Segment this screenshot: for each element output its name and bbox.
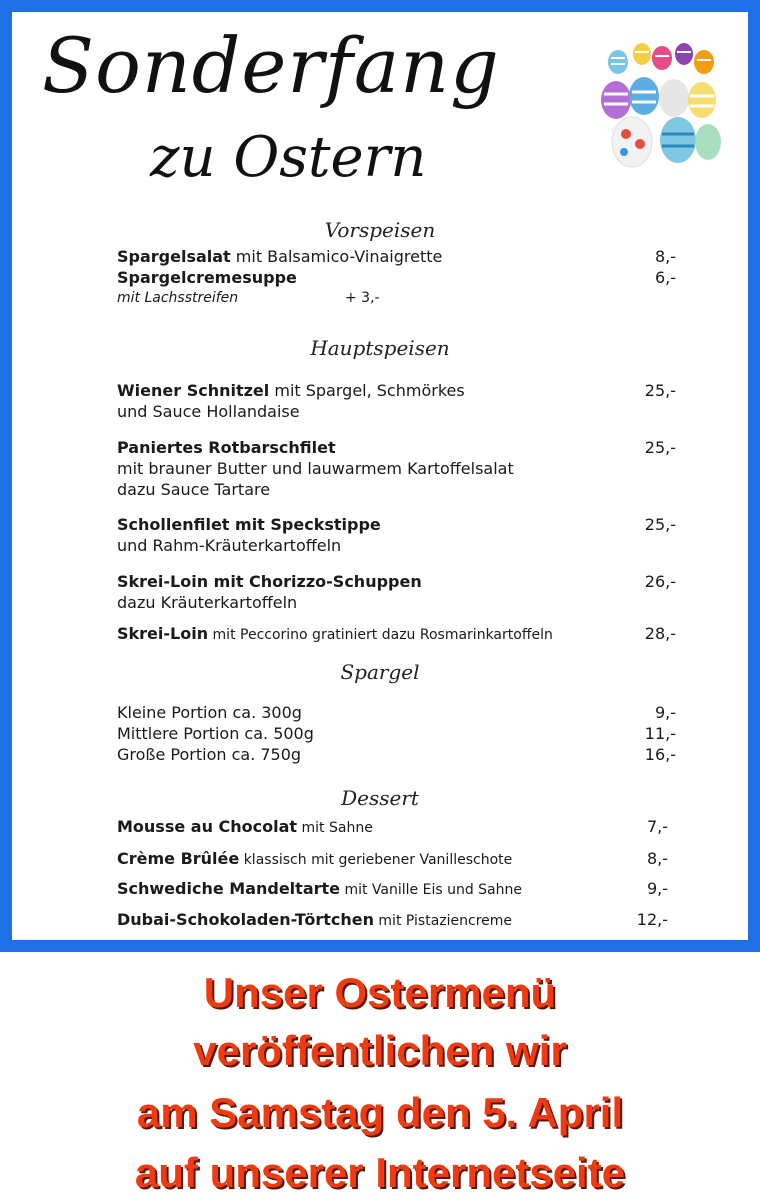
item-price: 8,-	[646, 849, 668, 868]
item-name: Dubai-Schokoladen-Törtchen	[117, 910, 374, 929]
section-heading-hauptspeisen: Hauptspeisen	[310, 336, 450, 360]
item-name: Skrei-Loin mit Chorizzo-Schuppen	[117, 572, 422, 591]
item-desc-line2: mit brauner Butter und lauwarmem Kartoffelsalat	[117, 459, 514, 478]
item-price: 28,-	[644, 624, 676, 643]
item-name: Skrei-Loin	[117, 624, 209, 643]
item-desc-line3: dazu Sauce Tartare	[117, 480, 271, 499]
menu-item	[117, 702, 677, 723]
item-desc: mit Vanille Eis und Sahne	[340, 882, 522, 898]
menu-item	[117, 623, 677, 646]
item-name: Spargelcremesuppe	[117, 268, 297, 287]
item-price: 6,-	[654, 268, 676, 287]
item-price: 25,-	[644, 438, 676, 457]
menu-item	[117, 437, 677, 500]
menu-item	[117, 723, 677, 744]
section-heading-dessert: Dessert	[341, 786, 419, 810]
item-name: Crème Brûlée	[117, 849, 240, 868]
item-price: 25,-	[644, 381, 676, 400]
menu-title: Sonderfang	[42, 21, 500, 110]
item-desc: mit Balsamico-Vinaigrette	[230, 247, 443, 266]
item-desc: klassisch mit geriebener Vanilleschote	[239, 852, 513, 868]
item-price: 26,-	[644, 572, 676, 591]
extra-note-text: mit Lachsstreifen	[117, 290, 239, 306]
menu-item	[117, 878, 677, 901]
menu-item	[117, 267, 677, 288]
menu-item	[117, 816, 677, 839]
item-name: Schwediche Mandeltarte	[117, 879, 340, 898]
item-name: Mousse au Chocolat	[117, 817, 298, 836]
menu-item	[117, 909, 677, 932]
menu-item	[117, 744, 677, 765]
banner-line-1: Unser Ostermenü	[203, 969, 557, 1016]
menu-item	[117, 848, 677, 871]
banner-line-2: veröffentlichen wir	[193, 1027, 567, 1074]
item-price: 11,-	[644, 724, 676, 743]
item-price: 9,-	[646, 879, 668, 898]
section-heading-vorspeisen: Vorspeisen	[324, 218, 436, 242]
menu-subtitle: zu Ostern	[150, 125, 427, 190]
easter-eggs-image	[596, 34, 724, 172]
item-desc-line2: dazu Kräuterkartoffeln	[117, 593, 298, 612]
item-desc: mit Spargel, Schmörkes	[269, 381, 465, 400]
item-price: 9,-	[654, 703, 676, 722]
item-price: 16,-	[644, 745, 676, 764]
item-name: Spargelsalat	[117, 247, 231, 266]
banner-line-3: am Samstag den 5. April	[136, 1089, 624, 1136]
item-name: Mittlere Portion ca. 500g	[117, 724, 314, 743]
item-desc: mit Peccorino gratiniert dazu Rosmarinkartoffeln	[208, 627, 553, 643]
section-heading-spargel: Spargel	[340, 660, 420, 684]
extra-note-price: + 3,-	[345, 290, 380, 306]
item-desc: mit Sahne	[297, 820, 373, 836]
menu-item	[117, 380, 677, 422]
item-desc: mit Pistaziencreme	[373, 913, 513, 929]
item-price: 25,-	[644, 515, 676, 534]
menu-item	[117, 514, 677, 556]
item-desc-line2: und Sauce Hollandaise	[117, 402, 300, 421]
banner-line-4: auf unserer Internetseite	[134, 1149, 626, 1196]
item-name: Große Portion ca. 750g	[117, 745, 302, 764]
item-name: Paniertes Rotbarschfilet	[117, 438, 336, 457]
menu-sheet	[12, 12, 748, 940]
item-desc-line2: und Rahm-Kräuterkartoffeln	[117, 536, 342, 555]
item-name: Kleine Portion ca. 300g	[117, 703, 302, 722]
menu-item	[117, 246, 677, 267]
item-price: 7,-	[646, 817, 668, 836]
item-name: Schollenfilet mit Speckstippe	[117, 515, 381, 534]
item-extra-note	[117, 288, 677, 309]
item-price: 12,-	[636, 910, 668, 929]
menu-item	[117, 571, 677, 613]
item-name: Wiener Schnitzel	[117, 381, 270, 400]
item-price: 8,-	[654, 247, 676, 266]
